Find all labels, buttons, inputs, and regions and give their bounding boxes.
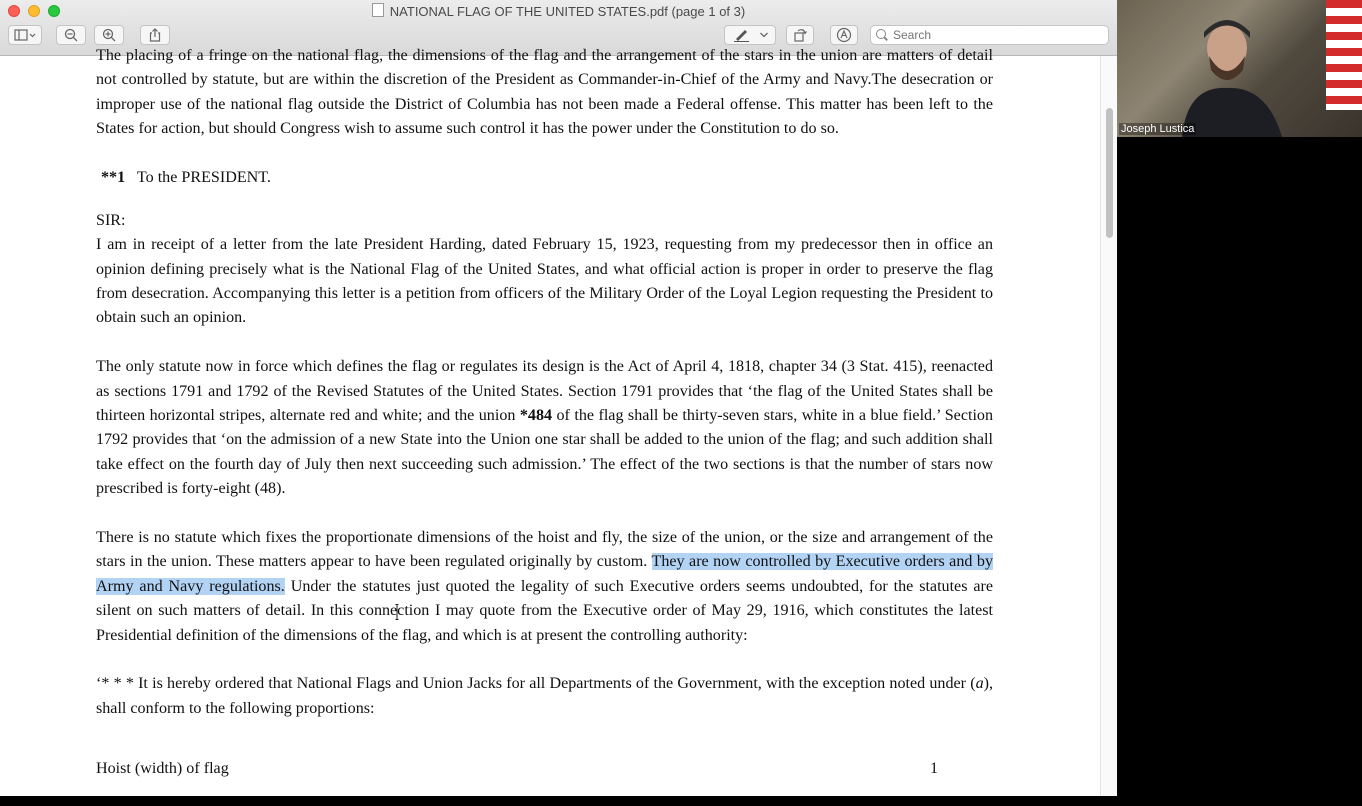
- zoom-in-button[interactable]: [94, 25, 124, 45]
- heading-to-president: [96, 166, 993, 190]
- search-input[interactable]: [870, 25, 1109, 45]
- american-flag-decor-icon: [1326, 0, 1362, 110]
- page-marker: **1: [101, 169, 126, 187]
- text-selection-highlight[interactable]: They are now controlled by Executive orders and by Army and Navy regulations.: [96, 553, 993, 595]
- presenter-name: Joseph Lustica: [1121, 123, 1195, 135]
- text-cursor-icon: [394, 604, 400, 620]
- annotate-icon: [836, 27, 852, 43]
- sidebar-toggle-button[interactable]: [8, 25, 42, 45]
- sidebar-toggle-icon: [14, 29, 36, 41]
- scrollbar-thumb[interactable]: [1106, 108, 1113, 238]
- pdf-page-view[interactable]: [0, 47, 1100, 796]
- window-title: NATIONAL FLAG OF THE UNITED STATES.pdf (page 1 of 3): [0, 3, 1117, 19]
- chevron-down-icon: [759, 31, 769, 39]
- paragraph: ‘* * * It is hereby ordered that National Flags and Union Jacks for all Departments of the Government, with the exception noted under (a), shall conform to the following proportions:: [96, 675, 993, 717]
- rotate-icon: [793, 28, 807, 42]
- zoom-in-icon: [102, 28, 116, 42]
- presenter-video-icon: [1177, 8, 1287, 137]
- rotate-button[interactable]: [786, 25, 814, 45]
- share-icon: [149, 28, 161, 42]
- page-marker: *484: [519, 407, 553, 425]
- paragraph: The placing of a fringe on the national flag, the dimensions of the flag and the arrangement of the stars in the union are matters of detail not controlled by statute, but are within the discretion of the President as Commander-in-Chief of the Army and Navy.The desecration or improper use of the national flag outside the District of Columbia has not been made a Federal offense. This matter has been left to the States for action, but should Congress wish to assume such control it has the power under the Constitution to do so.: [96, 47, 993, 138]
- webcam-overlay: [1117, 0, 1362, 137]
- search-icon: [876, 29, 886, 39]
- paragraph: The only statute now in force which defines the flag or regulates its design is the Act of April 4, 1818, chapter 34 (3 Stat. 415), reenacted as sections 1791 and 1792 of the Revised Statutes of the United States. Section 1791 provides that ‘the flag of the United States shall be thirteen horizontal stripes, alternate red and white; and the union *484 of the flag shall be thirty-seven stars, white in a blue field.’ Section 1792 provides that ‘on the admission of a new State into the Union one star shall be added to the union of the flag; and such addition shall take effect on the fourth day of July then next succeeding such admission.’ The effect of the two sections is that the number of stars now prescribed is forty-eight (48).: [96, 358, 994, 498]
- salutation: SIR:: [96, 211, 126, 229]
- pdf-document-icon: [372, 3, 384, 17]
- markup-pen-button[interactable]: [724, 25, 776, 45]
- vertical-scrollbar[interactable]: [1100, 56, 1117, 796]
- table-row: Hoist (width) of flag 1: [96, 760, 938, 778]
- heading-text: To the PRESIDENT.: [136, 169, 271, 187]
- page-text: [96, 44, 993, 806]
- annotate-button[interactable]: [830, 25, 858, 45]
- share-button[interactable]: [140, 25, 170, 45]
- paragraph: I am in receipt of a letter from the late President Harding, dated February 15, 1923, requesting from my predecessor then in office an opinion defining precisely what is the National Flag of the United States, and what official action is proper in order to preserve the flag from desecration. Accompanying this letter is a petition from officers of the Military Order of the Loyal Legion requesting the President to obtain such an opinion.: [96, 236, 993, 327]
- zoom-out-button[interactable]: [56, 25, 86, 45]
- zoom-out-icon: [64, 28, 78, 42]
- markup-pen-icon: [733, 28, 751, 42]
- paragraph: There is no statute which fixes the proportionate dimensions of the hoist and fly, the size of the union, or the size and arrangement of the stars in the union. These matters appear to have been regulated originally by custom. They are now controlled by Executive orders and by Army and Navy regulations. Under the statutes just quoted the legality of such Executive orders seems undoubted, for the statutes are silent on such matters of detail. In this connection I may quote from the Executive order of May 29, 1916, which constitutes the latest Presidential definition of the dimensions of the flag, and which is at present the controlling authority:: [96, 529, 993, 644]
